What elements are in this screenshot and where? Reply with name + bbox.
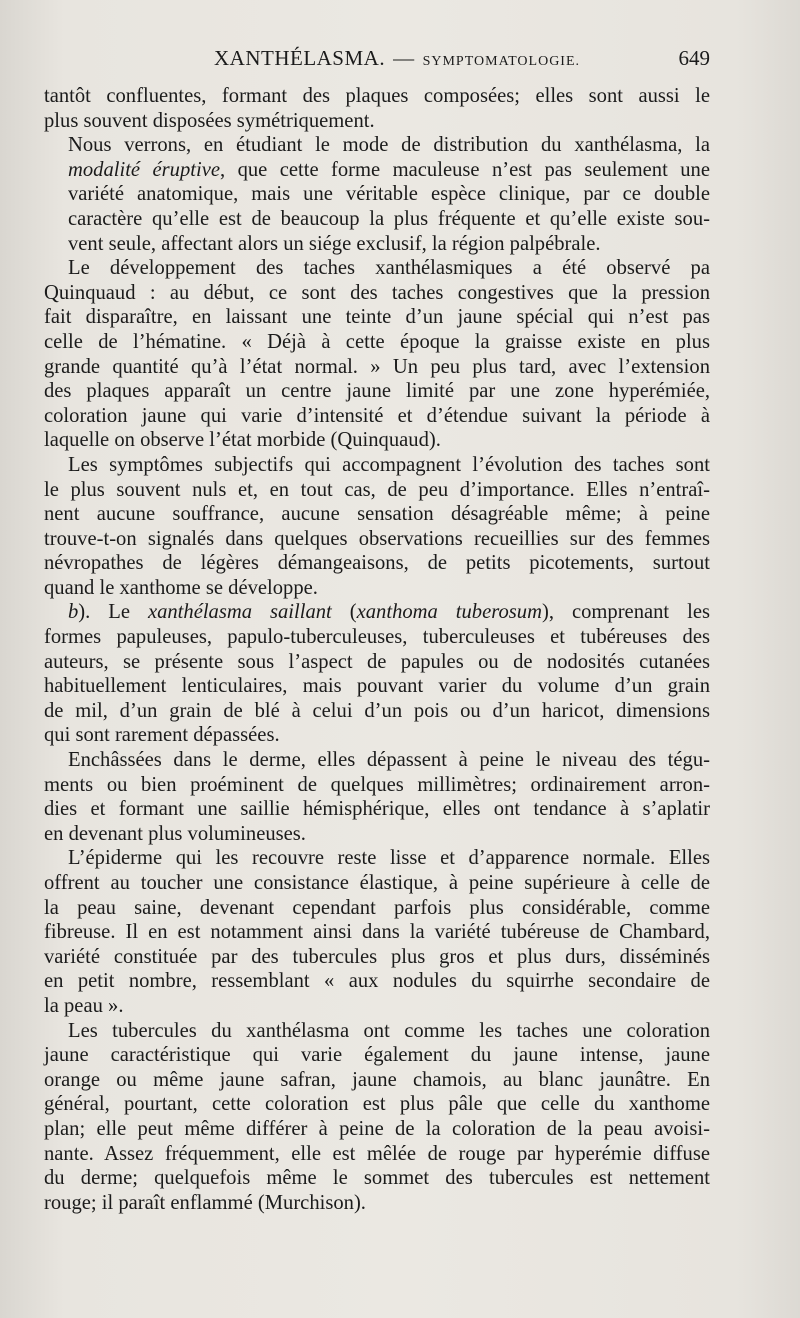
text-line: offrent au toucher une consistance élastique, à peine supérieure à celle de — [44, 872, 710, 894]
text-line: formes papuleuses, papulo-tuberculeuses, tuberculeuses et tubéreuses des — [44, 626, 710, 649]
text-line: qui sont rarement dépassées. — [44, 724, 280, 747]
text-line: variété anatomique, mais une véritable espèce clinique, par ce double — [68, 183, 710, 206]
text-line: des plaques apparaît un centre jaune limité par une zone hyperémiée, — [44, 380, 710, 403]
paragraph — [44, 846, 710, 1018]
text-line: en petit nombre, ressemblant « aux nodules du squirrhe secondaire de — [44, 970, 710, 993]
header-section: SYMPTOMATOLOGIE. — [422, 54, 581, 69]
text-line: en devenant plus volumineuses. — [44, 822, 306, 845]
text-line: général, pourtant, cette coloration est plus pâle que celle du xanthome — [44, 1093, 710, 1116]
paragraph — [44, 256, 710, 453]
paragraph — [44, 600, 710, 748]
text-line: le plus souvent nuls et, en tout cas, de peu d’importance. Elles n’entraî- — [44, 478, 710, 501]
text-line: laquelle on observe l’état morbide (Quinquaud). — [44, 429, 441, 452]
paragraph — [44, 84, 710, 133]
header-title: XANTHÉLASMA. — [214, 46, 386, 70]
text-line: rouge; il paraît enflammé (Murchison). — [44, 1191, 366, 1214]
text-line: grande quantité qu’à l’état normal. » Un peu plus tard, avec l’extension — [44, 355, 710, 378]
text-line: plus souvent disposées symétriquement. — [44, 109, 375, 132]
running-title — [214, 46, 580, 71]
text-line: variété constituée par des tubercules plus gros et plus durs, disséminés — [44, 945, 710, 968]
text-line: Le développement des taches xanthélasmiques a été observé pa — [68, 257, 710, 280]
text-line: la peau saine, devenant cependant parfois plus considérable, comme — [44, 896, 710, 919]
text-line: plan; elle peut même différer à peine de la coloration de la peau avoisi- — [44, 1117, 710, 1140]
paragraph — [44, 453, 710, 601]
text-line: Quinquaud : au début, ce sont des taches congestives que la pression — [44, 281, 710, 304]
text-line: habituellement lenticulaires, mais pouvant varier du volume d’un grain — [44, 675, 710, 698]
paragraph — [44, 1019, 710, 1216]
text-line: Enchâssées dans le derme, elles dépassent à peine le niveau des tégu- — [68, 749, 710, 772]
text-line: Les symptômes subjectifs qui accompagnent l’évolution des taches sont — [68, 453, 710, 476]
text-line: nent aucune souffrance, aucune sensation désagréable même; à peine — [44, 503, 710, 526]
text-line: orange ou même jaune safran, jaune chamois, au blanc jaunâtre. En — [44, 1068, 710, 1091]
text-line: du derme; quelquefois même le sommet des tubercules est nettement — [44, 1167, 710, 1190]
paragraph — [44, 133, 710, 256]
text-line: quand le xanthome se développe. — [44, 576, 318, 599]
text-line: Les tubercules du xanthélasma ont comme les taches une coloration — [68, 1019, 710, 1042]
text-line: fait disparaître, en laissant une teinte d’un jaune spécial qui n’est pas — [44, 306, 710, 329]
text-line: fibreuse. Il en est notamment ainsi dans la variété tubéreuse de Chambard, — [44, 921, 710, 944]
text-line: tantôt confluentes, formant des plaques composées; elles sont aussi le — [44, 85, 710, 107]
text-line: névropathes de légères démangeaisons, de petits picotements, surtout — [44, 552, 710, 575]
text-line: b). Le xanthélasma saillant (xanthoma tuberosum), comprenant les — [68, 601, 710, 624]
text-line: caractère qu’elle est de beaucoup la plus fréquente et qu’elle existe sou- — [68, 207, 710, 230]
page-number: 649 — [678, 46, 710, 70]
text-line: modalité éruptive, que cette forme maculeuse n’est pas seulement une — [68, 158, 710, 181]
header-dash: — — [393, 46, 415, 70]
body-text — [44, 84, 710, 1215]
text-line: dies et formant une saillie hémisphérique, elles ont tendance à s’aplatir — [44, 798, 710, 821]
text-line: coloration jaune qui varie d’intensité et d’étendue suivant la période à — [44, 404, 710, 427]
text-line: auteurs, se présente sous l’aspect de papules ou de nodosités cutanées — [44, 650, 710, 673]
text-line: de mil, d’un grain de blé à celui d’un pois ou d’un haricot, dimensions — [44, 699, 710, 722]
text-line: jaune caractéristique qui varie également du jaune intense, jaune — [44, 1044, 710, 1067]
paragraph — [44, 748, 710, 846]
text-line: vent seule, affectant alors un siége exclusif, la région palpébrale. — [68, 232, 601, 255]
text-line: celle de l’hématine. « Déjà à cette époque la graisse existe en plus — [44, 330, 710, 353]
text-line: ments ou bien proéminent de quelques millimètres; ordinairement arron- — [44, 773, 710, 796]
text-line: la peau ». — [44, 994, 124, 1017]
text-line: trouve-t-on signalés dans quelques observations recueillies sur des femmes — [44, 527, 710, 550]
running-header — [40, 46, 710, 76]
text-line: nante. Assez fréquemment, elle est mêlée de rouge par hyperémie diffuse — [44, 1142, 710, 1165]
text-line: L’épiderme qui les recouvre reste lisse et d’apparence normale. Elles — [68, 847, 710, 870]
text-line: Nous verrons, en étudiant le mode de distribution du xanthélasma, la — [68, 134, 710, 157]
